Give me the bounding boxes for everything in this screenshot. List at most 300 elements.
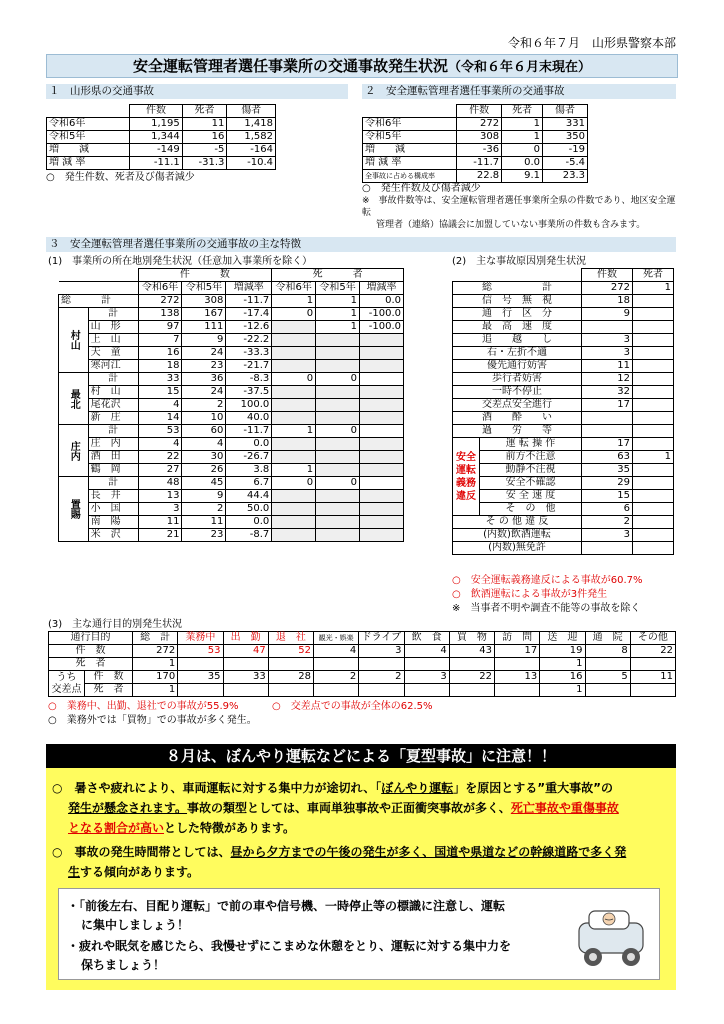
- loc-cell: 167: [182, 308, 226, 321]
- loc-row-label: 酒 田: [88, 451, 138, 464]
- loc-cell: -8.3: [226, 373, 272, 386]
- cause-label: そ の 他: [480, 503, 582, 516]
- loc-cell: [360, 360, 404, 373]
- purpose-cell: 1: [540, 684, 585, 697]
- section-2: [362, 84, 676, 231]
- s2-cell: 308: [457, 131, 502, 144]
- purpose-col: 飲 食: [404, 632, 449, 645]
- s1-cell: 16: [182, 131, 227, 144]
- cause-row: [453, 529, 674, 542]
- purpose-cell: 11: [630, 671, 675, 684]
- loc-cell: 10: [182, 412, 226, 425]
- purpose-col: 業務中: [178, 632, 223, 645]
- cause-cell: 11: [582, 360, 633, 373]
- s2-cell: 22.8: [457, 170, 502, 183]
- s1-table: [46, 104, 276, 170]
- section-3-heading: ３ 安全運転管理者選任事業所の交通事故の主な特徴: [46, 237, 676, 252]
- cause-cell: [633, 490, 674, 503]
- section-1: [46, 84, 348, 184]
- p1a: ○ 暑さや疲れにより、車両運転に対する集中力が途切れ、「: [52, 781, 382, 795]
- loc-cell: [272, 529, 316, 542]
- loc-cell: 50.0: [226, 503, 272, 516]
- loc-region: 最北: [59, 373, 89, 425]
- s1-cell: -31.3: [182, 157, 227, 170]
- loc-cell: [316, 464, 360, 477]
- purpose-label: 通行目的: [49, 632, 133, 645]
- cause-cell: 35: [582, 464, 633, 477]
- loc-cell: 0: [316, 373, 360, 386]
- loc-cell: [316, 412, 360, 425]
- loc-cell: 138: [138, 308, 182, 321]
- loc-cell: -33.3: [226, 347, 272, 360]
- loc-h-rate: 増減率: [360, 282, 404, 295]
- loc-row-label: 小 国: [88, 503, 138, 516]
- loc-total-label: 総 計: [59, 295, 139, 308]
- s2-col: 死者: [502, 105, 543, 118]
- cause-label: 運 転 操 作: [480, 438, 582, 451]
- loc-cell: 0: [272, 477, 316, 490]
- cause-label: 総 計: [453, 282, 582, 295]
- cause-label: 前方不注意: [480, 451, 582, 464]
- uchi-label1: うち: [56, 671, 77, 683]
- loc-row-label: 山 形: [88, 321, 138, 334]
- loc-row: [59, 321, 404, 334]
- p1f: 発生が懸念されます。: [68, 801, 188, 815]
- s1-cell: 1,344: [130, 131, 183, 144]
- loc-cell: 100.0: [226, 399, 272, 412]
- loc-cell: [272, 451, 316, 464]
- cause-cell: 15: [582, 490, 633, 503]
- cause-label: (内数)飲酒運転: [453, 529, 582, 542]
- cause-cell: 12: [582, 373, 633, 386]
- purpose-note2: ○ 業務外では「買物」での事故が多く発生。: [48, 715, 257, 726]
- s2-col: 傷者: [543, 105, 588, 118]
- s2-row-label: 令和6年: [363, 118, 457, 131]
- cause-cell: 18: [582, 295, 633, 308]
- cause-cell: 272: [582, 282, 633, 295]
- loc-h-rate: 増減率: [226, 282, 272, 295]
- loc-cell: 24: [182, 386, 226, 399]
- loc-row: [59, 516, 404, 529]
- purpose-cell: 272: [133, 645, 178, 658]
- cause-cell: 1: [633, 451, 674, 464]
- cause-label: 歩行者妨害: [453, 373, 582, 386]
- loc-cell: -11.7: [226, 295, 272, 308]
- s2-cell: -19: [543, 144, 588, 157]
- loc-row: [59, 412, 404, 425]
- page-title: [46, 54, 678, 78]
- purpose-cell: [585, 684, 630, 697]
- cause-note2: ○ 飲酒運転による事故が3件発生: [452, 589, 608, 600]
- loc-cell: [316, 334, 360, 347]
- p1c: 」を原因とする: [453, 781, 538, 795]
- org-date: 令和６年７月 山形県警察本部: [507, 36, 676, 50]
- loc-row-label: 計: [88, 425, 138, 438]
- loc-cell: 9: [182, 334, 226, 347]
- cause-cell: [633, 321, 674, 334]
- loc-cell: [360, 438, 404, 451]
- cause-cell: [633, 438, 674, 451]
- loc-cell: 308: [182, 295, 226, 308]
- loc-cell: [272, 490, 316, 503]
- loc-row-label: 庄 内: [88, 438, 138, 451]
- s2-cell: 350: [543, 131, 588, 144]
- loc-cell: [316, 503, 360, 516]
- loc-row-label: 米 沢: [88, 529, 138, 542]
- p2b: 昼から夕方までの午後の発生が多く、国道や県道などの幹線道路で多く発: [230, 845, 627, 859]
- loc-cell: 14: [138, 412, 182, 425]
- loc-cell: [360, 451, 404, 464]
- loc-row: [59, 529, 404, 542]
- purpose-note1a: ○ 業務中、出勤、退社での事故が55.9%: [48, 701, 239, 712]
- cause-cell: [633, 425, 674, 438]
- loc-cell: [316, 360, 360, 373]
- summer-banner: ８月は、ぼんやり運転などによる「夏型事故」に注意！！: [46, 744, 676, 768]
- cause-cell: 29: [582, 477, 633, 490]
- purpose-cell: 5: [585, 671, 630, 684]
- loc-row: [59, 451, 404, 464]
- purpose-col: ドライブ: [359, 632, 404, 645]
- s2-note1: ○ 発生件数及び傷者減少: [362, 183, 481, 194]
- loc-cell: [272, 399, 316, 412]
- cause-cell: [633, 373, 674, 386]
- loc-region: 村山: [59, 308, 89, 373]
- loc-cell: 97: [138, 321, 182, 334]
- loc-cell: [360, 425, 404, 438]
- s1-row-label: 令和6年: [47, 118, 130, 131]
- purpose-col: 送 迎: [540, 632, 585, 645]
- loc-cell: 1: [316, 295, 360, 308]
- cause-cell: [633, 399, 674, 412]
- s2-cell: 1: [502, 131, 543, 144]
- purpose-cell: 22: [630, 645, 675, 658]
- purpose-cell: 19: [540, 645, 585, 658]
- purpose-cell: 35: [178, 671, 223, 684]
- loc-cell: 26: [182, 464, 226, 477]
- loc-cell: [316, 516, 360, 529]
- s2-row: [363, 144, 588, 157]
- loc-cell: 1: [316, 321, 360, 334]
- loc-cell: -12.6: [226, 321, 272, 334]
- purpose-cell: [178, 684, 223, 697]
- purpose-col: 退 社: [268, 632, 313, 645]
- s1-row: [47, 118, 276, 131]
- s2-cell: 0: [502, 144, 543, 157]
- cause-cell: [633, 542, 674, 555]
- cause-label: 一時不停止: [453, 386, 582, 399]
- purpose-cell: 4: [404, 645, 449, 658]
- purpose-cell: [449, 658, 494, 671]
- purpose-cell: 3: [404, 671, 449, 684]
- loc-cell: [272, 412, 316, 425]
- loc-row: [59, 503, 404, 516]
- cause-cell: 17: [582, 438, 633, 451]
- loc-cell: 6.7: [226, 477, 272, 490]
- purpose-cell: [449, 684, 494, 697]
- loc-h-shisha: 死 者: [272, 269, 404, 282]
- purpose-cell: 2: [359, 671, 404, 684]
- cause-cell: 63: [582, 451, 633, 464]
- cause-cell: 3: [582, 529, 633, 542]
- loc-cell: 27: [138, 464, 182, 477]
- loc-cell: 9: [182, 490, 226, 503]
- s1-row: [47, 144, 276, 157]
- loc-cell: [272, 386, 316, 399]
- loc-row: [59, 477, 404, 490]
- loc-row-label: 計: [88, 308, 138, 321]
- cause-cell: [633, 477, 674, 490]
- advice-2a: ・疲れや眠気を感じたら、我慢せずにこまめな休憩をとり、運転に対する集中力を: [67, 939, 512, 953]
- loc-cell: 3: [138, 503, 182, 516]
- s1-cell: -149: [130, 144, 183, 157]
- cause-row: [453, 542, 674, 555]
- cause-label: 交差点安全進行: [453, 399, 582, 412]
- s3-sub2: (2) 主な事故原因別発生状況: [452, 256, 587, 267]
- cause-cell: [633, 516, 674, 529]
- p2c: 生: [68, 865, 81, 879]
- loc-cell: [360, 334, 404, 347]
- advice-box: [58, 888, 660, 980]
- s2-cell: -36: [457, 144, 502, 157]
- cause-cell: [633, 295, 674, 308]
- loc-cell: -26.7: [226, 451, 272, 464]
- cause-row: [453, 282, 674, 295]
- purpose-cell: 52: [268, 645, 313, 658]
- s1-cell: -11.1: [130, 157, 183, 170]
- loc-cell: -17.4: [226, 308, 272, 321]
- cause-row: [453, 399, 674, 412]
- purpose-row-label: 件 数: [85, 671, 133, 684]
- loc-cell: 0: [272, 373, 316, 386]
- title-sub: （令和６年６月末現在）: [448, 60, 592, 75]
- loc-cell: -100.0: [360, 308, 404, 321]
- p1i: となる割合が高い: [68, 821, 165, 835]
- cause-row: [453, 516, 674, 529]
- cause-table: [452, 268, 674, 555]
- cause-label: 最 高 速 度: [453, 321, 582, 334]
- s2-row: [363, 131, 588, 144]
- p1e: の: [601, 781, 614, 795]
- cause-cell: 17: [582, 399, 633, 412]
- purpose-cell: 1: [133, 658, 178, 671]
- purpose-row-shisha: [49, 658, 676, 671]
- cause-cell: 32: [582, 386, 633, 399]
- section-2-heading: ２ 安全運転管理者選任事業所の交通事故: [362, 84, 676, 99]
- loc-cell: 4: [182, 438, 226, 451]
- section-1-heading: １ 山形県の交通事故: [46, 84, 348, 99]
- s2-cell: 23.3: [543, 170, 588, 183]
- cause-label: 動静不注視: [480, 464, 582, 477]
- uchi-label2: 交差点: [51, 683, 82, 695]
- s1-col: 傷者: [227, 105, 276, 118]
- loc-row: [59, 464, 404, 477]
- purpose-cell: [178, 658, 223, 671]
- advice-2b: 保ちましょう！: [81, 958, 166, 972]
- purpose-col: 買 物: [449, 632, 494, 645]
- purpose-cell: 1: [540, 658, 585, 671]
- cause-label: (内数)無免許: [453, 542, 582, 555]
- purpose-cell: 17: [495, 645, 540, 658]
- s1-row: [47, 131, 276, 144]
- loc-cell: 30: [182, 451, 226, 464]
- loc-total-row: [59, 295, 404, 308]
- p1d: ”重大事故”: [537, 781, 602, 795]
- loc-row: [59, 438, 404, 451]
- loc-cell: 40.0: [226, 412, 272, 425]
- loc-cell: [272, 503, 316, 516]
- cause-row: [453, 412, 674, 425]
- s2-cell: 331: [543, 118, 588, 131]
- summer-p1: [46, 778, 676, 838]
- drowsy-driver-illustration-icon: [569, 897, 653, 973]
- loc-cell: 23: [182, 360, 226, 373]
- cause-label: 酒 酔 い: [453, 412, 582, 425]
- cause-cell: [582, 321, 633, 334]
- loc-cell: [316, 347, 360, 360]
- p1b: ぼんやり運転: [381, 781, 454, 795]
- loc-cell: -21.7: [226, 360, 272, 373]
- purpose-uchi-label: [49, 671, 85, 697]
- cause-cell: [633, 360, 674, 373]
- loc-cell: 13: [138, 490, 182, 503]
- purpose-cell: 53: [178, 645, 223, 658]
- loc-cell: 23: [182, 529, 226, 542]
- safety-group-label: 安全運転義務違反: [453, 438, 480, 516]
- loc-cell: 2: [182, 399, 226, 412]
- purpose-col: 総 計: [133, 632, 178, 645]
- loc-cell: 111: [182, 321, 226, 334]
- purpose-note1b: ○ 交差点での事故が全体の62.5%: [272, 701, 433, 712]
- cause-row: [453, 334, 674, 347]
- purpose-row-crossing-kensu: [49, 671, 676, 684]
- purpose-row-kensu: [49, 645, 676, 658]
- loc-h-r5: 令和5年: [316, 282, 360, 295]
- cause-row: [453, 438, 674, 451]
- cause-col: 死者: [633, 269, 674, 282]
- loc-row-label: 鶴 岡: [88, 464, 138, 477]
- cause-row: [453, 386, 674, 399]
- s2-table: [362, 104, 588, 183]
- loc-cell: -22.2: [226, 334, 272, 347]
- cause-note1: ○ 安全運転義務違反による事故が60.7%: [452, 575, 643, 586]
- cause-row: [453, 347, 674, 360]
- purpose-cell: [585, 658, 630, 671]
- s1-cell: 1,582: [227, 131, 276, 144]
- cause-cell: 3: [582, 334, 633, 347]
- loc-cell: 1: [316, 308, 360, 321]
- loc-cell: 15: [138, 386, 182, 399]
- purpose-row-crossing-shisha: [49, 684, 676, 697]
- loc-cell: [272, 438, 316, 451]
- cause-row: [453, 321, 674, 334]
- s2-cell: 272: [457, 118, 502, 131]
- cause-cell: [633, 334, 674, 347]
- loc-cell: [360, 399, 404, 412]
- purpose-cell: [314, 658, 359, 671]
- loc-cell: [316, 529, 360, 542]
- s1-row: [47, 157, 276, 170]
- cause-row: [453, 308, 674, 321]
- cause-label: 過 労 等: [453, 425, 582, 438]
- loc-cell: [360, 386, 404, 399]
- purpose-cell: [359, 684, 404, 697]
- loc-cell: 4: [138, 438, 182, 451]
- s2-row-label: 全事故に占める構成率: [363, 170, 457, 183]
- loc-cell: 272: [138, 295, 182, 308]
- loc-cell: [316, 399, 360, 412]
- loc-cell: [272, 347, 316, 360]
- loc-h-kensu: 件 数: [138, 269, 272, 282]
- s2-row-label: 増 減 率: [363, 157, 457, 170]
- purpose-cell: [314, 684, 359, 697]
- cause-cell: [582, 412, 633, 425]
- loc-row-label: 村 山: [88, 386, 138, 399]
- cause-cell: [582, 542, 633, 555]
- loc-row: [59, 490, 404, 503]
- cause-cell: [633, 464, 674, 477]
- loc-cell: 3.8: [226, 464, 272, 477]
- loc-row: [59, 347, 404, 360]
- loc-cell: 2: [182, 503, 226, 516]
- cause-cell: 9: [582, 308, 633, 321]
- loc-region: 庄内: [59, 425, 89, 477]
- purpose-cell: [268, 658, 313, 671]
- cause-row: [453, 477, 674, 490]
- cause-cell: 2: [582, 516, 633, 529]
- loc-cell: [316, 490, 360, 503]
- purpose-cell: [404, 658, 449, 671]
- p1g: 事故の類型としては、車両単独事故や正面衝突事故が多く、: [187, 801, 511, 815]
- s1-row-label: 令和5年: [47, 131, 130, 144]
- loc-cell: 0.0: [226, 516, 272, 529]
- loc-cell: [316, 438, 360, 451]
- cause-row: [453, 464, 674, 477]
- cause-row: [453, 503, 674, 516]
- cause-cell: [633, 308, 674, 321]
- loc-row: [59, 373, 404, 386]
- loc-row: [59, 386, 404, 399]
- loc-row-label: 天 童: [88, 347, 138, 360]
- cause-row: [453, 360, 674, 373]
- cause-label: 安全不確認: [480, 477, 582, 490]
- purpose-table: [48, 631, 676, 697]
- purpose-cell: 28: [268, 671, 313, 684]
- purpose-cell: 8: [585, 645, 630, 658]
- loc-cell: 53: [138, 425, 182, 438]
- s1-row-label: 増 減 率: [47, 157, 130, 170]
- cause-note3: ※ 当事者不明や調査不能等の事故を除く: [452, 603, 641, 614]
- loc-cell: 4: [138, 399, 182, 412]
- purpose-col: 観光・娯楽: [314, 632, 359, 645]
- loc-cell: 33: [138, 373, 182, 386]
- purpose-cell: 1: [133, 684, 178, 697]
- loc-cell: 16: [138, 347, 182, 360]
- s1-col: 死者: [182, 105, 227, 118]
- loc-cell: 11: [138, 516, 182, 529]
- cause-label: 追 越 し: [453, 334, 582, 347]
- loc-cell: 7: [138, 334, 182, 347]
- cause-label: 信 号 無 視: [453, 295, 582, 308]
- s2-row: [363, 170, 588, 183]
- loc-cell: 0: [316, 425, 360, 438]
- purpose-cell: [630, 684, 675, 697]
- loc-region: 置賜: [59, 477, 89, 542]
- s3-sub1: (1) 事業所の所在地別発生状況（任意加入事業所を除く）: [48, 256, 313, 267]
- s2-cell: -5.4: [543, 157, 588, 170]
- loc-cell: [272, 321, 316, 334]
- s2-cell: 0.0: [502, 157, 543, 170]
- cause-label: 優先通行妨害: [453, 360, 582, 373]
